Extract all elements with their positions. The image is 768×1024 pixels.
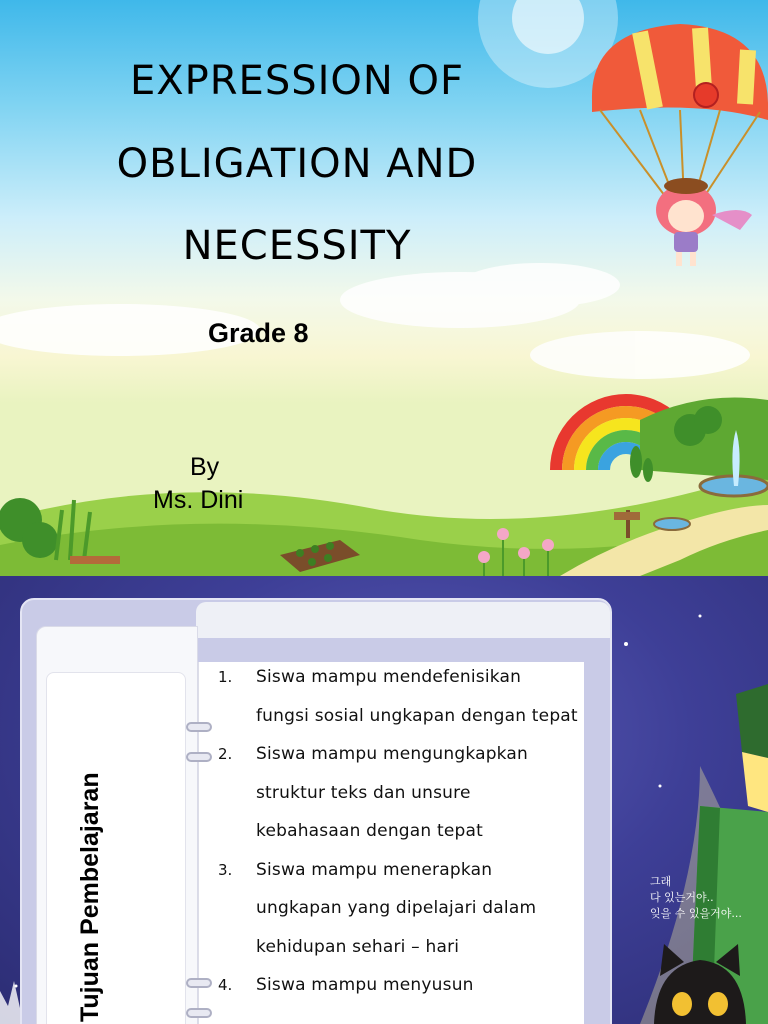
title-line-2: OBLIGATION AND [116,141,478,187]
grade-label: Grade 8 [208,318,309,348]
author-name: Ms. Dini [153,486,244,514]
binder-ring-icon [186,752,212,762]
objective-text: Siswa mampu mendefenisikan fungsi sosial ungkapan dengan tepat [256,667,578,726]
parachute-icon [592,24,768,266]
vertical-section-text: Tujuan Pembelajaran [76,772,104,1022]
objective-number: 3. [218,860,233,879]
korean-caption-line: 잊을 수 있을거야... [650,907,742,920]
korean-caption [650,874,768,922]
binder-label-panel [46,672,186,1024]
binder-ring-icon [186,722,212,732]
binder-ring-icon [186,1008,212,1018]
objective-number: 2. [218,745,233,763]
objective-item [218,658,578,735]
korean-caption-line: 다 있는거야.. [650,891,714,904]
binder-tab-bar [196,602,610,638]
objective-text: Siswa mampu menerapkan ungkapan yang dipelajari dalam kehidupan sehari – hari [256,859,537,957]
objectives-slide [0,576,768,1024]
objective-item [218,851,578,967]
title-line-1: EXPRESSION OF [129,58,465,104]
korean-caption-line: 그래 [650,875,672,888]
objective-item [218,966,578,1005]
binder-ring-icon [186,978,212,988]
objective-text: Siswa mampu mengungkapkan struktur teks dan unsure kebahasaan dengan tepat [256,744,529,841]
objective-number: 1. [218,668,233,686]
title-line-3: NECESSITY [182,223,412,269]
objective-text: Siswa mampu menyusun [256,975,474,995]
by-label: By [190,453,220,481]
objectives-list [218,658,578,1005]
objective-item [218,735,578,851]
objective-number: 4. [218,976,233,994]
